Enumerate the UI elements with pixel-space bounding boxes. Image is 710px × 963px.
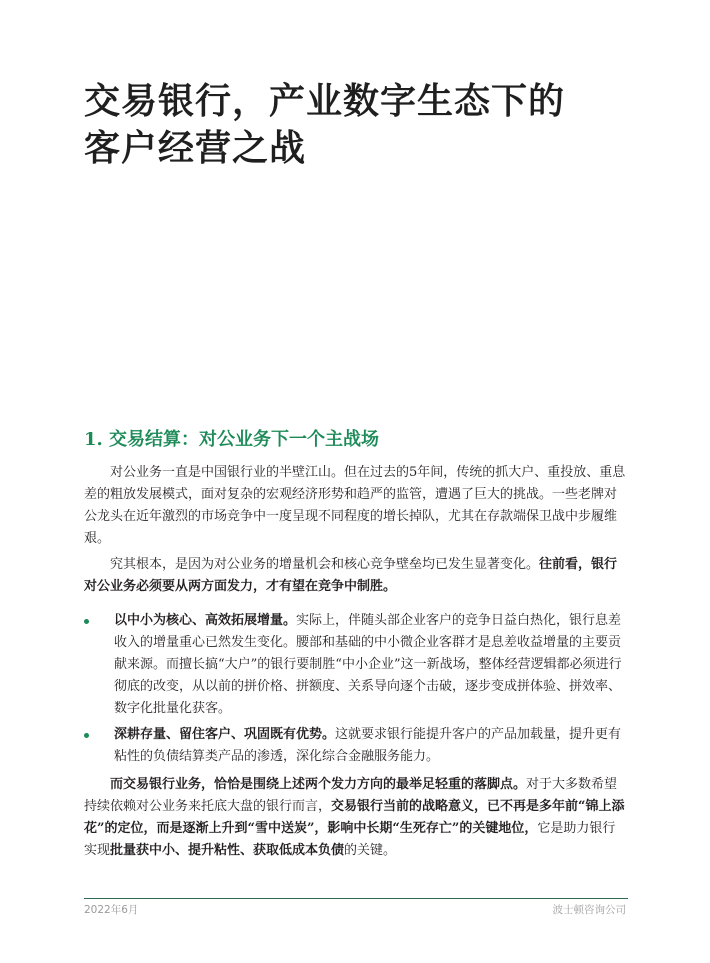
conclusion-text-3: 的关键。 <box>344 843 397 858</box>
paragraph-conclusion <box>84 774 628 862</box>
bullet-item-2-lead: 深耕存量、留住客户、巩固既有优势。 <box>114 727 336 742</box>
bullet-item-1-body: 实际上，伴随头部企业客户的竞争日益白热化，银行息差收入的增量重心已然发生变化。腰部和基础的中小微企业客群才是息差收益增量的主要贡献来源。而擅长搞“大户”的银行要制胜“中小企业”这一新战场，整体经营逻辑都必须进行彻底的改变，从以前的拼价格、拼额度、关系导向逐个击破，逐步变成拼体验、拼效率、数字化批量化获客。 <box>114 613 622 716</box>
conclusion-text-1: 对于大多数希望持续依赖对公业务来托底大盘的银行而言， <box>84 777 618 814</box>
page-title-line-2: 客户经营之战 <box>84 128 307 169</box>
bullet-dot-icon <box>84 619 89 624</box>
conclusion-text-2: 它是助力银行实现 <box>84 821 616 858</box>
conclusion-bold-1: 而交易银行业务，恰恰是围绕上述两个发力方向的最举足轻重的落脚点。 <box>110 777 527 792</box>
paragraph-intro: 对公业务一直是中国银行业的半壁江山。但在过去的5年间，传统的抓大户、重投放、重息差的粗放发展模式，面对复杂的宏观经济形势和趋严的监管，遭遇了巨大的挑战。一些老牌对公龙头在近年激烈的市场竞争中一度呈现不同程度的增长掉队，尤其在存款端保卫战中步履维艰。 <box>84 465 626 546</box>
paragraph-root-cause <box>84 554 628 598</box>
bullet-item-1-lead: 以中小为核心、高效拓展增量。 <box>114 613 297 628</box>
footer-date: 2022年6月 <box>84 904 139 916</box>
page-title <box>84 78 644 172</box>
footer-organization: 波士顿咨询公司 <box>552 904 626 916</box>
conclusion-bold-2: 交易银行当前的战略意义，已不再是多年前“锦上添花”的定位，而是逐渐上升到“雪中送炭”，影响中长期“生死存亡”的关键地位， <box>84 799 625 836</box>
bullet-item-2 <box>84 724 628 768</box>
section-heading: 1. 交易结算：对公业务下一个主战场 <box>84 429 380 450</box>
page-title-line-1: 交易银行，产业数字生态下的 <box>84 81 566 122</box>
bullet-item-2-text <box>114 724 628 768</box>
bullet-item-1-text <box>114 610 628 720</box>
bullet-dot-icon <box>84 733 89 738</box>
bullet-item-2-body: 这就要求银行能提升客户的产品加载量，提升更有粘性的负债结算类产品的渗透，深化综合金融服务能力。 <box>114 727 622 764</box>
conclusion-bold-3: 批量获中小、提升粘性、获取低成本负债 <box>110 843 345 858</box>
paragraph-root-cause-text: 究其根本，是因为对公业务的增量机会和核心竞争壁垒均已发生显著变化。 <box>110 557 540 572</box>
paragraph-root-cause-emphasis: 往前看，银行对公业务必须要从两方面发力，才有望在竞争中制胜。 <box>84 557 618 594</box>
bullet-item-1 <box>84 610 628 720</box>
footer-divider <box>84 898 628 899</box>
